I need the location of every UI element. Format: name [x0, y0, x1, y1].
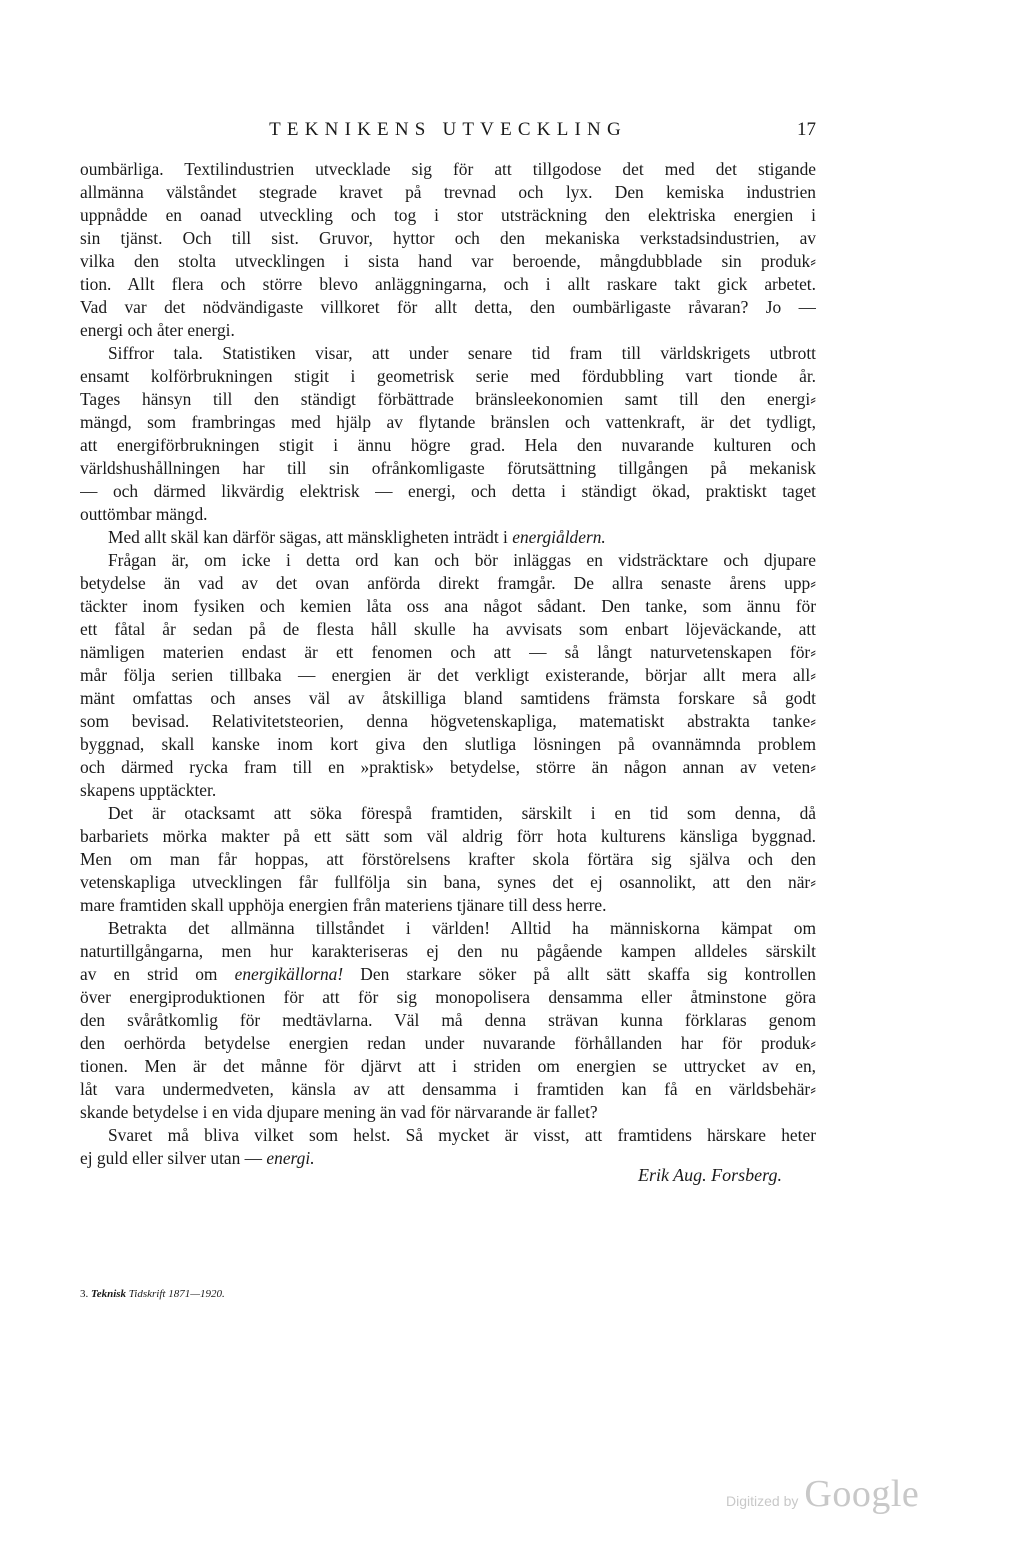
text-line: över energiproduktionen för att för sig monopolisera densamma eller åtminstone göra: [80, 987, 816, 1007]
footnote-title: Teknisk: [91, 1288, 127, 1300]
text-line: — och därmed likvärdig elektrisk — energi, och detta i ständigt ökad, praktiskt taget: [80, 481, 816, 501]
text-line: outtömbar mängd.: [80, 504, 208, 524]
text-line: [80, 526, 816, 549]
footnote-rest: Tidskrift 1871—1920.: [128, 1288, 225, 1300]
text-line: Det är otacksamt att söka förespå framtiden, särskilt i en tid som denna, då: [108, 803, 816, 823]
text-line: den svåråtkomlig för medtävlarna. Väl må denna strävan kunna förklaras genom: [80, 1010, 816, 1030]
text-line: skapens upptäckter.: [80, 780, 217, 800]
text-segment: av en strid om: [80, 964, 235, 984]
text-line: betydelse än vad av det ovan anförda direkt framgår. De allra senaste årens upp⸗: [80, 573, 816, 593]
watermark-brand-logo: Google: [804, 1473, 920, 1515]
text-line: mänt omfattas och anses väl av åtskilliga bland samtidens främsta forskare så godt: [80, 688, 816, 708]
text-line: vilka den stolta utvecklingen i sista hand var beroende, mångdubblade sin produk⸗: [80, 251, 816, 271]
text-line: tion. Allt flera och större blevo anläggningarna, och i allt raskare takt gick arbetet.: [80, 274, 816, 294]
text-line: vetenskapliga utvecklingen får fullfölja sin bana, synes det ej osannolikt, att den när⸗: [80, 872, 816, 892]
text-line: som bevisad. Relativitetsteorien, denna högvetenskapliga, matematiskt abstrakta tanke⸗: [80, 711, 816, 731]
text-line: Betrakta det allmänna tillståndet i världen! Alltid ha människorna kämpat om: [108, 918, 816, 938]
signature-footnote: [80, 1286, 225, 1302]
text-line: mängd, som frambringas med hjälp av flytande bränslen och vattenkraft, är det tydligt,: [80, 412, 816, 432]
text-line: världshushållningen har till sin ofrånkomligaste förutsättning tillgången på mekanisk: [80, 458, 816, 478]
text-line: mår följa serien tillbaka — energien är det verkligt existerande, börjar allt mera all⸗: [80, 665, 816, 685]
text-line: Svaret må bliva vilket som helst. Så mycket är visst, att framtidens härskare heter: [108, 1125, 816, 1145]
running-title: TEKNIKENS UTVECKLING: [269, 119, 627, 140]
text-line: energi och åter energi.: [80, 320, 235, 340]
emphasis-energi: energi.: [266, 1148, 315, 1168]
text-line: Siffror tala. Statistiken visar, att under senare tid fram till världskrigets utbrott: [108, 343, 816, 363]
text-line: låt vara undermedveten, känsla av att densamma i framtiden kan få en världsbehär⸗: [80, 1079, 816, 1099]
author-signature: Erik Aug. Forsberg.: [638, 1165, 782, 1185]
text-line: att energiförbrukningen stigit i ännu högre grad. Hela den nuvarande kulturen och: [80, 435, 816, 455]
text-line: mare framtiden skall upphöja energien från materiens tjänare till dess herre.: [80, 895, 607, 915]
text-line: Frågan är, om icke i detta ord kan och bör inläggas en vidsträcktare och djupare: [108, 550, 816, 570]
text-line: byggnad, skall kanske inom kort giva den slutliga lösningen på ovannämnda problem: [80, 734, 816, 754]
text-line: Vad var det nödvändigaste villkoret för allt detta, den oumbärligaste råvaran? Jo —: [80, 297, 816, 317]
text-segment: ej guld eller silver utan —: [80, 1148, 267, 1168]
text-line: ett fåtal år sedan på de flesta håll skulle ha avvisats som enbart löjeväckande, att: [80, 619, 816, 639]
emphasis-energikallorna: energikällorna!: [234, 964, 344, 984]
footnote-number: 3.: [80, 1288, 89, 1300]
text-line: allmänna välståndet stegrade kravet på trevnad och lyx. Den kemiska industrien: [80, 182, 816, 202]
text-line: Men om man får hoppas, att förstörelsens krafter skola förtära sig själva och den: [80, 849, 816, 869]
text-line: ensamt kolförbrukningen stigit i geometrisk serie med fördubbling vart tionde år.: [80, 366, 816, 386]
text-line: uppnådde en oanad utveckling och tog i stor utsträckning den elektriska energien i: [80, 205, 816, 225]
text-segment: Med allt skäl kan därför sägas, att mänskligheten inträdt i: [108, 527, 513, 547]
text-line: täckter inom fysiken och kemien låta oss ana något sådant. Den tanke, som ännu för: [80, 596, 816, 616]
text-line: naturtillgångarna, men hur karakteriseras ej den nu pågående kampen alldeles särskilt: [80, 941, 816, 961]
text-line: tionen. Men är det månne för djärvt att i striden om energien se uttrycket av en,: [80, 1056, 816, 1076]
running-head: [80, 116, 816, 144]
emphasis-energialdern: energiåldern.: [512, 527, 606, 547]
text-line: sin tjänst. Och till sist. Gruvor, hyttor och den mekaniska verkstadsindustrien, av: [80, 228, 816, 248]
text-line: oumbärliga. Textilindustrien utvecklade sig för att tillgodose det med det stigande: [80, 159, 816, 179]
text-line: nämligen materien endast är ett fenomen och att — så långt naturvetenskapen för⸗: [80, 642, 816, 662]
text-line: Tages hänsyn till den ständigt förbättrade bränsleekonomien samt till den energi⸗: [80, 389, 816, 409]
text-line: skande betydelse i en vida djupare mening än vad för närvarande är fallet?: [80, 1102, 598, 1122]
text-line: barbariets mörka makter på ett sätt som väl aldrig förr hota kulturens känsliga byggnad.: [80, 826, 816, 846]
text-line: [80, 963, 816, 986]
text-segment: Den starkare söker på allt sätt skaffa sig kontrollen: [343, 964, 816, 984]
text-line: och därmed rycka fram till en »praktisk» betydelse, större än någon annan av veten⸗: [80, 757, 816, 777]
digitized-watermark: [726, 1472, 919, 1522]
text-line: den oerhörda betydelse energien redan under nuvarande förhållanden har för produk⸗: [80, 1033, 816, 1053]
watermark-prefix: Digitized by: [726, 1493, 799, 1509]
page-number: 17: [797, 119, 816, 140]
article-body: [80, 158, 816, 1170]
